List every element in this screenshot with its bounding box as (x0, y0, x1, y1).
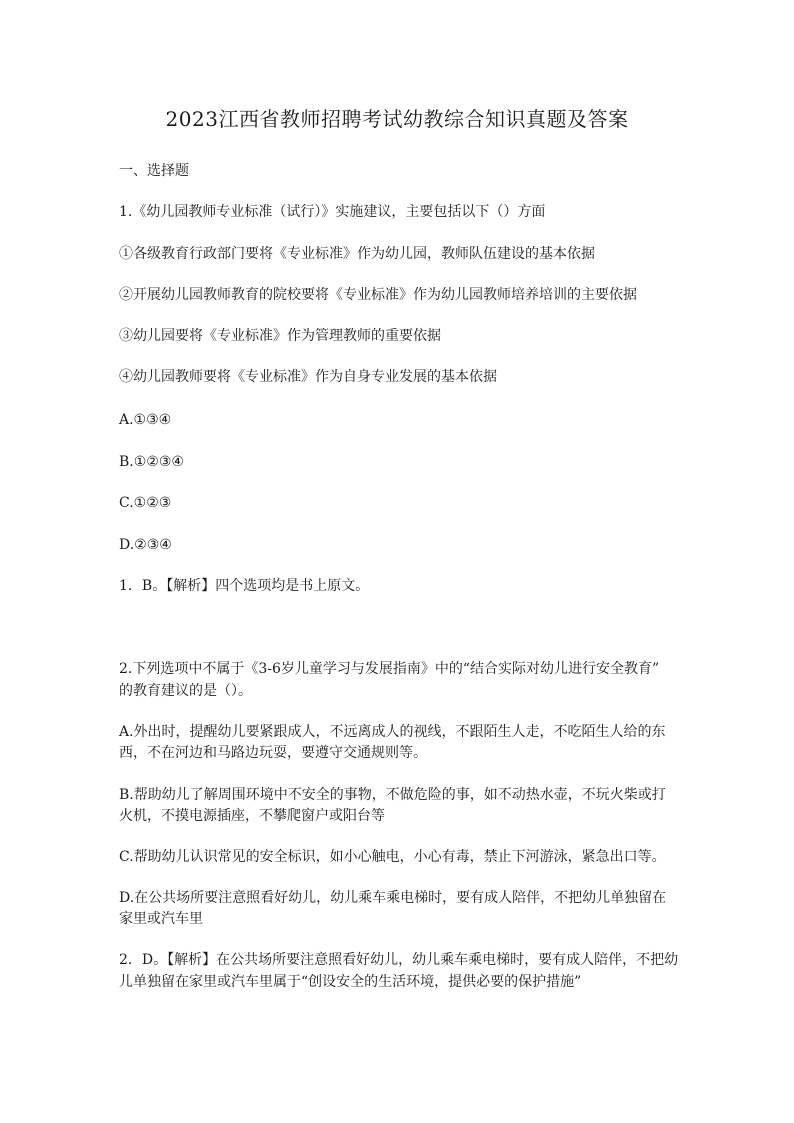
question-1-stem: 1.《幼儿园教师专业标准（试行）》实施建议，主要包括以下（）方面 (119, 204, 546, 220)
question-2-option-d-line-2: 家里或汽车里 (119, 911, 203, 927)
question-2-answer-line-1: 2．D。【解析】在公共场所要注意照看好幼儿，幼儿乘车乘电梯时，要有成人陪伴，不把幼 (119, 952, 679, 968)
question-2-option-a-line-1: A.外出时，提醒幼儿要紧跟成人，不远离成人的视线，不跟陌生人走，不吃陌生人给的东 (119, 724, 666, 740)
question-1-option-c: C.①②③ (119, 495, 172, 511)
question-1-statement-4: ④幼儿园教师要将《专业标准》作为自身专业发展的基本依据 (119, 369, 497, 385)
question-1-statement-3: ③幼儿园要将《专业标准》作为管理教师的重要依据 (119, 328, 441, 344)
section-heading: 一、选择题 (119, 163, 189, 179)
question-2-option-c: C.帮助幼儿认识常见的安全标识，如小心触电，小心有毒，禁止下河游泳，紧急出口等。 (119, 849, 666, 865)
question-2-option-b-line-1: B.帮助幼儿了解周围环境中不安全的事物，不做危险的事，如不动热水壶，不玩火柴或打 (119, 787, 666, 803)
question-1-statement-2: ②开展幼儿园教师教育的院校要将《专业标准》作为幼儿园教师培养培训的主要依据 (119, 287, 637, 303)
question-1-answer: 1．B。【解析】四个选项均是书上原文。 (119, 578, 370, 594)
question-1-option-a: A.①③④ (119, 412, 172, 428)
question-2-stem-line-2: 的教育建议的是（）。 (119, 683, 252, 699)
question-1-statement-1: ①各级教育行政部门要将《专业标准》作为幼儿园，教师队伍建设的基本依据 (119, 246, 595, 262)
question-1-option-d: D.②③④ (119, 537, 172, 553)
question-2-stem-line-1: 2.下列选项中不属于《3-6岁儿童学习与发展指南》中的“结合实际对幼儿进行安全教育” (119, 661, 660, 677)
question-2-option-d-line-1: D.在公共场所要注意照看好幼儿，幼儿乘车乘电梯时，要有成人陪伴，不把幼儿单独留在 (119, 890, 667, 906)
question-2-option-b-line-2: 火机，不摸电源插座，不攀爬窗户或阳台等 (119, 808, 385, 824)
question-2-option-a-line-2: 西，不在河边和马路边玩耍，要遵守交通规则等。 (119, 745, 427, 761)
question-1-option-b: B.①②③④ (119, 454, 184, 470)
question-2-answer-line-2: 儿单独留在家里或汽车里属于“创设安全的生活环境，提供必要的保护措施” (119, 974, 582, 990)
document-title: 2023江西省教师招聘考试幼教综合知识真题及答案 (165, 107, 629, 131)
